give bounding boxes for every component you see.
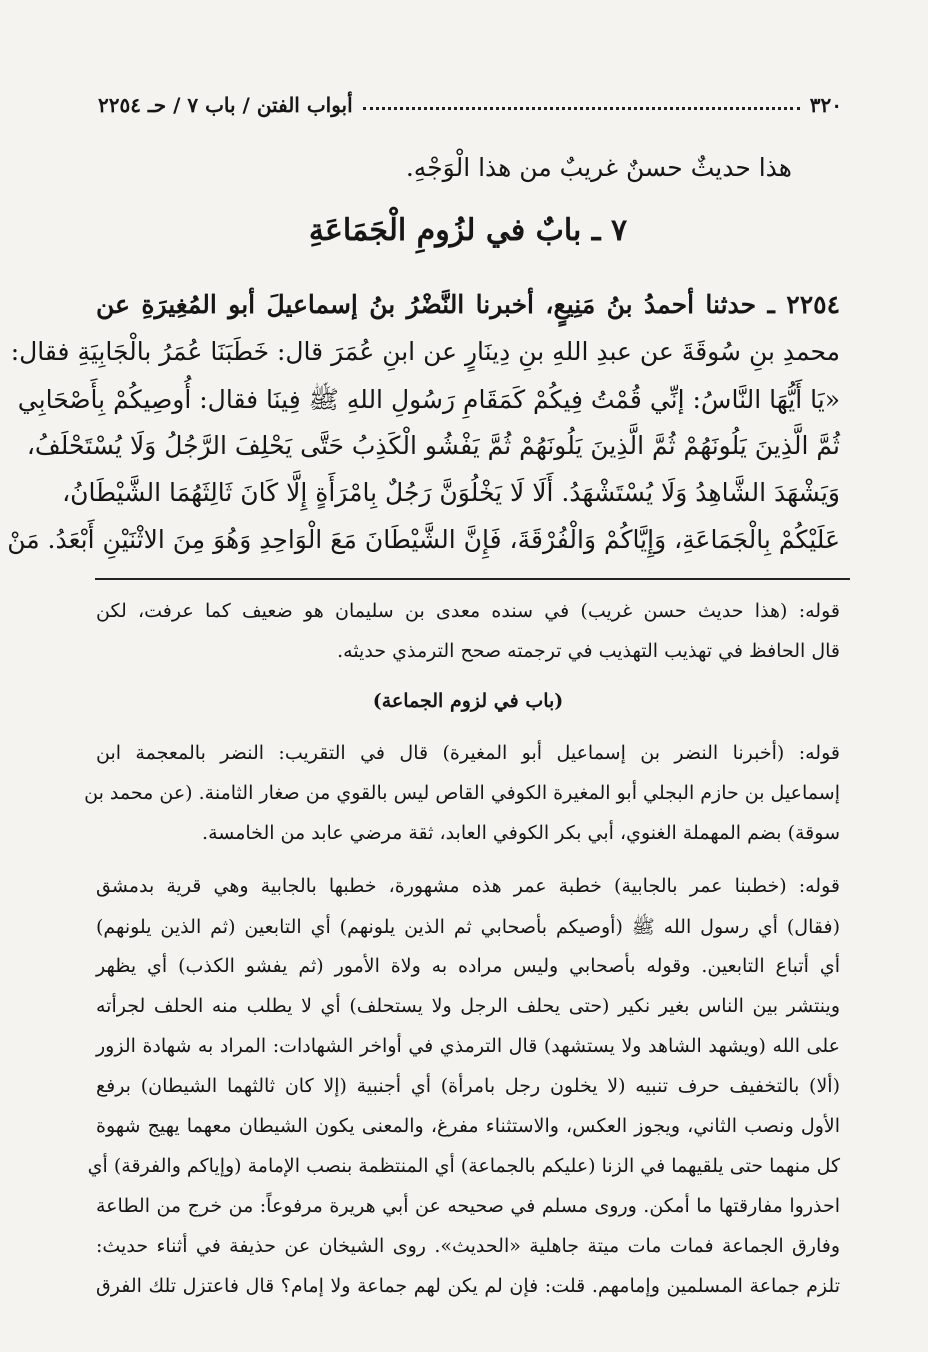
commentary-line: على الله (ويشهد الشاهد ولا يستشهد) قال الترمذي في أواخر الشهادات: المراد به شهادة الزور [96, 1035, 840, 1057]
commentary-line: قوله: (أخبرنا النضر بن إسماعيل أبو المغيرة) قال في التقريب: النضر بالمعجمة ابن [96, 742, 840, 764]
commentary-line: احذروا مفارقتها ما أمكن. وروى مسلم في صحيحه عن أبي هريرة مرفوعاً: من خرج من الطاعة [96, 1195, 840, 1217]
commentary-line: قوله: (هذا حديث حسن غريب) في سنده معدى بن سليمان هو ضعيف كما عرفت، لكن [96, 600, 840, 622]
commentary-line: تلزم جماعة المسلمين وإمامهم. قلت: فإن لم يكن لهم جماعة ولا إمام؟ قال فاعتزل تلك الفرق [96, 1275, 840, 1297]
hadith-line: عَلَيْكُمْ بِالْجَمَاعَةِ، وَإِيَّاكُمْ وَالْفُرْقَةَ، فَإِنَّ الشَّيْطَانَ مَعَ الْوَاحِدِ وَهُوَ مِنَ الاثْنَيْنِ أَبْعَدُ. مَنْ [7, 525, 840, 554]
commentary-line: (ألا) بالتخفيف حرف تنبيه (لا يخلون رجل بامرأة) أي أجنبية (إلا كان ثالثهما الشيطان) برفع [96, 1075, 840, 1097]
hadith-line: «يَا أَيُّهَا النَّاسُ: إنِّي قُمْتُ فِيكُمْ كَمَقَامِ رَسُولِ اللهِ ﷺ فِينَا فقال: أُوصِيكُمْ بِأَصْحَابِي [17, 385, 840, 414]
page-number: ٣٢٠ [809, 93, 842, 117]
commentary-line: (فقال) أي رسول الله ﷺ (أوصيكم بأصحابي ثم الذين يلونهم) أي التابعين (ثم الذين يلونهم) [96, 916, 840, 938]
commentary-line: الأول ونصب الثاني، ويجوز العكس، والاستثناء مفرغ، والمعنى يكون الشيطان معهما يهيج شهوة [96, 1115, 840, 1137]
commentary-line: وينتشر بين الناس بغير نكير (حتى يحلف الرجل ولا يستحلف) أي لا يطلب منه الحلف لجرأته [96, 995, 840, 1017]
commentary-line: وفارق الجماعة فمات مات ميتة جاهلية «الحديث». روى الشيخان عن حذيفة في أثناء حديث: [96, 1235, 840, 1257]
commentary-subtitle: (باب في لزوم الجماعة) [372, 690, 564, 712]
commentary-line: كل منهما حتى يلقيهما في الزنا (عليكم بالجماعة) أي المنتظمة بنصب الإمامة (وإياكم والفرقة) أي [87, 1155, 840, 1177]
hadith-line: ثُمَّ الَّذِينَ يَلُونَهُمْ ثُمَّ الَّذِينَ يَلُونَهُمْ ثُمَّ يَفْشُو الْكَذِبُ حَتَّى يَحْلِفَ الرَّجُلُ وَلَا يُسْتَحْلَفُ، [26, 431, 840, 460]
hadith-line: ٢٢٥٤ ـ حدثنا أحمدُ بنُ مَنِيعٍ، أخبرنا النَّضْرُ بنُ إسماعيلَ أبو المُغِيرَةِ عن [96, 290, 840, 319]
hadith-line: محمدِ بنِ سُوقَةَ عن عبدِ اللهِ بنِ دِينَارٍ عن ابنِ عُمَرَ قال: خَطَبَنَا عُمَرُ بالْجَابِيَةِ فقال: [10, 337, 840, 366]
commentary-line: قوله: (خطبنا عمر بالجابية) خطبة عمر هذه مشهورة، خطبها بالجابية وهي قرية بدمشق [96, 875, 840, 897]
hadith-line: وَيَشْهَدَ الشَّاهِدُ وَلَا يُسْتَشْهَدُ. أَلَا لَا يَخْلُوَنَّ رَجُلٌ بِامْرَأَةٍ إِلَّا كَانَ ثَالِثَهُمَا الشَّيْطَانُ، [62, 478, 840, 507]
commentary-line: إسماعيل بن حازم البجلي أبو المغيرة الكوفي القاص ليس بالقوي من صغار الثامنة. (عن محمد بن [84, 782, 840, 804]
chapter-reference: أبواب الفتن / باب ٧ / حـ ٢٢٥٤ [98, 93, 353, 117]
commentary-line: أي أتباع التابعين. وقوله بأصحابي وليس مراده به ولاة الأمور (ثم يفشو الكذب) أي يظهر [96, 955, 840, 977]
running-header [98, 88, 842, 122]
header-dotted-leader [363, 107, 800, 110]
commentary-line: قال الحافظ في تهذيب التهذيب في ترجمته صحح الترمذي حديثه. [337, 640, 840, 662]
intro-line: هذا حديثٌ حسنٌ غريبٌ من هذا الْوَجْهِ. [405, 153, 792, 182]
footnote-divider [95, 578, 850, 580]
commentary-line: سوقة) بضم المهملة الغنوي، أبي بكر الكوفي العابد، ثقة مرضي عابد من الخامسة. [202, 822, 840, 844]
chapter-title: ٧ ـ بابٌ في لزُومِ الْجَمَاعَةِ [308, 213, 628, 248]
